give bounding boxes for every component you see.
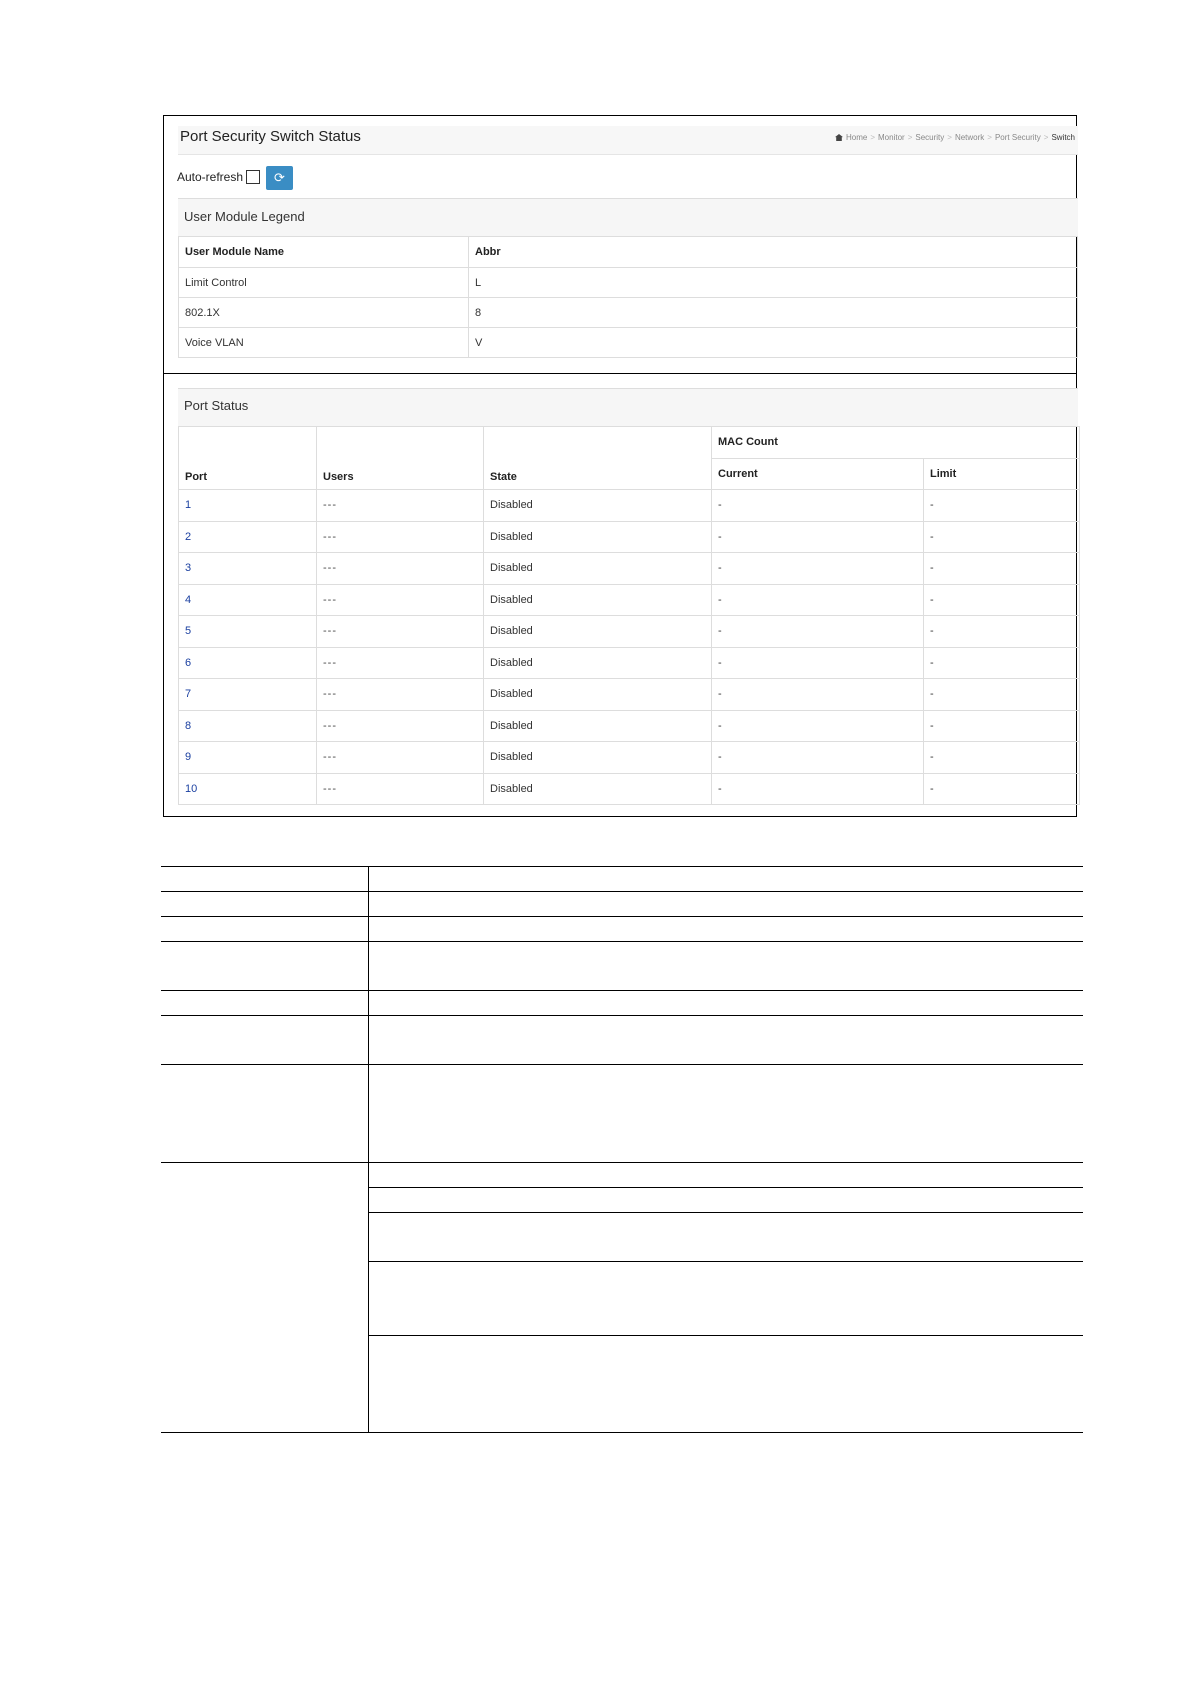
mac-current-cell: - <box>712 553 924 585</box>
breadcrumb-monitor[interactable]: Monitor <box>878 133 905 142</box>
mac-current-cell: - <box>712 773 924 805</box>
port-users-cell: --- <box>317 490 484 522</box>
table-column-rule <box>368 866 369 1433</box>
mac-limit-cell: - <box>924 679 1080 711</box>
port-state-cell: Disabled <box>484 773 712 805</box>
port-link-cell[interactable]: 1 <box>179 490 317 522</box>
port-row <box>179 521 1080 553</box>
table-rule <box>161 891 1083 892</box>
mac-current-cell: - <box>712 647 924 679</box>
breadcrumb <box>835 133 1075 142</box>
mac-current-cell: - <box>712 679 924 711</box>
port-users-cell: --- <box>317 679 484 711</box>
port-header-row-top <box>179 427 1080 459</box>
port-users-cell: --- <box>317 710 484 742</box>
port-state-cell: Disabled <box>484 647 712 679</box>
mac-current-cell: - <box>712 521 924 553</box>
table-rule <box>368 1261 1083 1262</box>
table-rule <box>161 866 1083 867</box>
port-row <box>179 710 1080 742</box>
legend-abbr: 8 <box>469 298 1078 328</box>
port-state-cell: Disabled <box>484 616 712 648</box>
mac-current-cell: - <box>712 742 924 774</box>
port-users-cell: --- <box>317 584 484 616</box>
table-rule <box>161 1432 1083 1433</box>
table-rule <box>161 1015 1083 1016</box>
column-header-abbr: Abbr <box>469 237 1078 268</box>
mac-limit-cell: - <box>924 616 1080 648</box>
port-state-cell: Disabled <box>484 553 712 585</box>
legend-row <box>179 268 1078 298</box>
port-users-cell: --- <box>317 647 484 679</box>
port-row <box>179 773 1080 805</box>
breadcrumb-security[interactable]: Security <box>915 133 945 142</box>
port-row <box>179 679 1080 711</box>
table-rule <box>368 1212 1083 1213</box>
port-state-cell: Disabled <box>484 679 712 711</box>
mac-limit-cell: - <box>924 490 1080 522</box>
port-link-cell[interactable]: 2 <box>179 521 317 553</box>
column-header-port: Port <box>179 427 317 490</box>
mac-current-cell: - <box>712 584 924 616</box>
breadcrumb-home[interactable]: Home <box>846 133 868 142</box>
port-status-table <box>178 426 1080 805</box>
parameter-description-table <box>161 866 1083 1433</box>
auto-refresh-checkbox[interactable] <box>246 170 260 184</box>
port-users-cell: --- <box>317 553 484 585</box>
legend-module-name: Voice VLAN <box>179 328 469 358</box>
port-state-cell: Disabled <box>484 584 712 616</box>
legend-table <box>178 236 1078 358</box>
legend-abbr: V <box>469 328 1078 358</box>
breadcrumb-switch: Switch <box>1051 133 1075 142</box>
column-header-user-module-name: User Module Name <box>179 237 469 268</box>
breadcrumb-separator: > <box>1043 133 1049 142</box>
mac-limit-cell: - <box>924 584 1080 616</box>
port-link-cell[interactable]: 6 <box>179 647 317 679</box>
auto-refresh-control <box>177 170 260 184</box>
mac-limit-cell: - <box>924 553 1080 585</box>
breadcrumb-separator: > <box>870 133 876 142</box>
port-users-cell: --- <box>317 773 484 805</box>
column-header-current: Current <box>712 458 924 490</box>
legend-header-row <box>179 237 1078 268</box>
port-link-cell[interactable]: 10 <box>179 773 317 805</box>
breadcrumb-port-security[interactable]: Port Security <box>994 133 1041 142</box>
table-rule <box>161 941 1083 942</box>
port-link-cell[interactable]: 3 <box>179 553 317 585</box>
column-header-limit: Limit <box>924 458 1080 490</box>
table-rule <box>161 916 1083 917</box>
legend-abbr: L <box>469 268 1078 298</box>
breadcrumb-network[interactable]: Network <box>954 133 985 142</box>
port-link-cell[interactable]: 8 <box>179 710 317 742</box>
mac-current-cell: - <box>712 490 924 522</box>
port-link-cell[interactable]: 9 <box>179 742 317 774</box>
mac-limit-cell: - <box>924 521 1080 553</box>
legend-module-name: 802.1X <box>179 298 469 328</box>
port-link-cell[interactable]: 5 <box>179 616 317 648</box>
port-row <box>179 616 1080 648</box>
mac-current-cell: - <box>712 710 924 742</box>
port-state-cell: Disabled <box>484 742 712 774</box>
refresh-icon: ⟳ <box>274 170 285 185</box>
table-rule <box>368 1335 1083 1336</box>
port-link-cell[interactable]: 7 <box>179 679 317 711</box>
table-rule <box>161 990 1083 991</box>
port-users-cell: --- <box>317 616 484 648</box>
column-header-mac-count: MAC Count <box>712 427 1080 459</box>
home-icon[interactable] <box>835 134 843 141</box>
column-header-state: State <box>484 427 712 490</box>
port-row <box>179 490 1080 522</box>
table-rule <box>161 1162 1083 1163</box>
port-link-cell[interactable]: 4 <box>179 584 317 616</box>
legend-row <box>179 298 1078 328</box>
legend-row <box>179 328 1078 358</box>
mac-limit-cell: - <box>924 710 1080 742</box>
port-row <box>179 553 1080 585</box>
port-users-cell: --- <box>317 521 484 553</box>
legend-module-name: Limit Control <box>179 268 469 298</box>
frame-divider <box>1076 366 1077 384</box>
column-header-users: Users <box>317 427 484 490</box>
page-title: Port Security Switch Status <box>180 128 361 145</box>
table-rule <box>161 1064 1083 1065</box>
breadcrumb-separator: > <box>947 133 952 142</box>
port-row <box>179 647 1080 679</box>
legend-panel-title: User Module Legend <box>178 198 1078 236</box>
mac-limit-cell: - <box>924 647 1080 679</box>
port-row <box>179 742 1080 774</box>
port-state-cell: Disabled <box>484 490 712 522</box>
breadcrumb-separator: > <box>987 133 992 142</box>
mac-limit-cell: - <box>924 773 1080 805</box>
refresh-button[interactable] <box>266 166 293 190</box>
port-state-cell: Disabled <box>484 710 712 742</box>
mac-limit-cell: - <box>924 742 1080 774</box>
mac-current-cell: - <box>712 616 924 648</box>
port-users-cell: --- <box>317 742 484 774</box>
port-row <box>179 584 1080 616</box>
auto-refresh-label: Auto-refresh <box>177 170 244 184</box>
breadcrumb-separator: > <box>907 133 913 142</box>
port-state-cell: Disabled <box>484 521 712 553</box>
table-rule <box>368 1187 1083 1188</box>
port-status-panel-title: Port Status <box>178 388 1078 426</box>
